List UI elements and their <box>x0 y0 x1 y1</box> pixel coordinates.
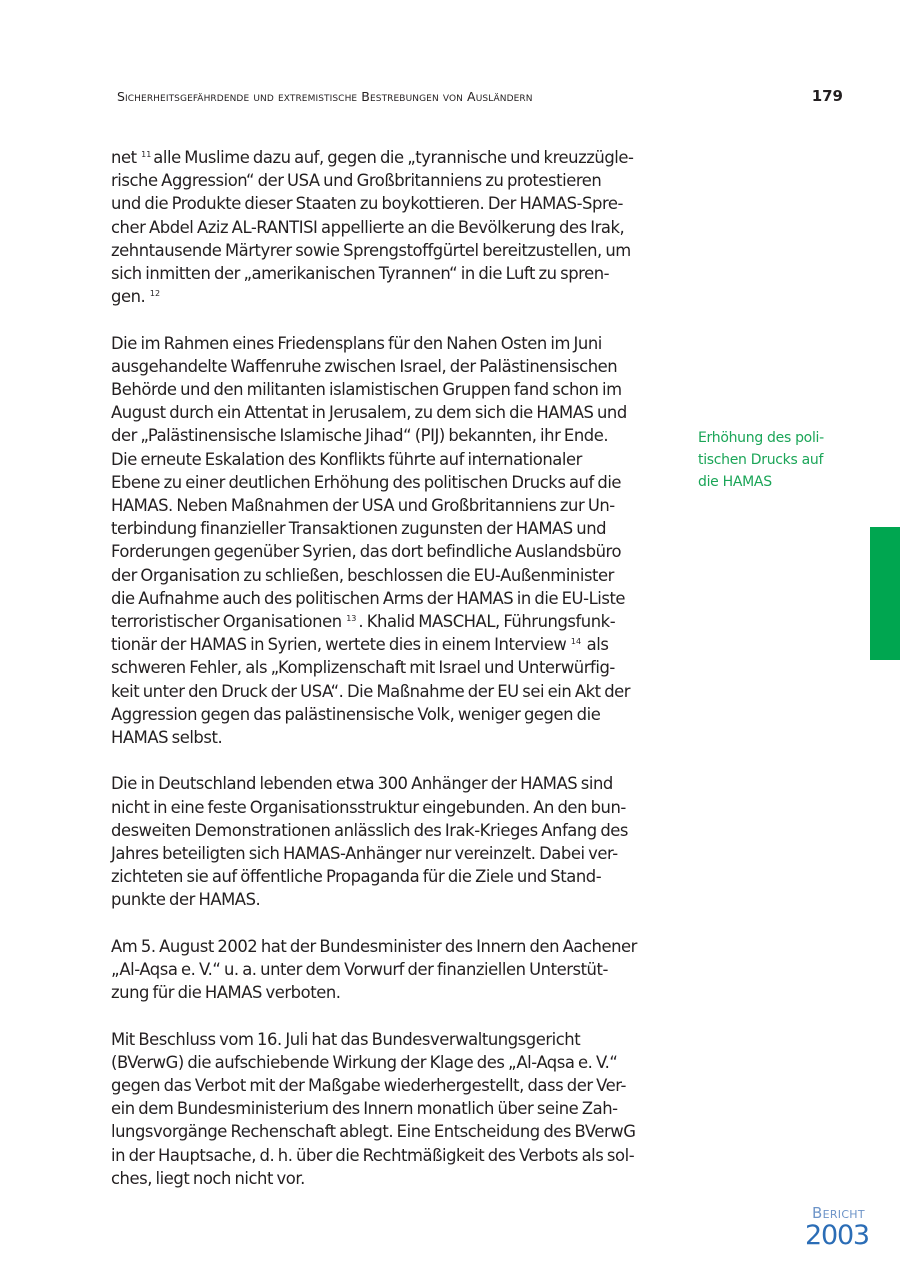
text-line: ches, liegt noch nicht vor. <box>111 1168 305 1188</box>
text-line: schweren Fehler, als „Komplizenschaft mit Israel und Unterwürfig- <box>111 658 615 678</box>
text-line: Die erneute Eskalation des Konflikts führte auf internationaler <box>111 449 582 469</box>
text-line: gen. <box>111 287 149 307</box>
text-line: net <box>111 148 141 167</box>
margin-note <box>698 427 848 493</box>
text-line: Forderungen gegenüber Syrien, das dort befindliche Auslandsbüro <box>111 542 622 562</box>
logo-year: 2003 <box>805 1220 869 1251</box>
text-line: rische Aggression“ der USA und Großbritanniens zu protestieren <box>111 171 602 191</box>
logo-word: Bericht <box>812 1204 865 1222</box>
text-line: Behörde und den militanten islamistischen Gruppen fand schon im <box>111 380 622 400</box>
text-line: cher Abdel Aziz AL-RANTISI appellierte an die Bevölkerung des Irak, <box>111 217 625 237</box>
bericht-2003-logo <box>805 1205 885 1250</box>
text-line: sich inmitten der „amerikanischen Tyrannen“ in die Luft zu spren- <box>111 264 610 284</box>
text-line: terroristischer Organisationen <box>111 612 346 632</box>
text-line: als <box>583 635 609 655</box>
text-line: HAMAS selbst. <box>111 728 223 748</box>
text-line: ein dem Bundesministerium des Innern monatlich über seine Zah- <box>111 1099 618 1119</box>
text-line: Die im Rahmen eines Friedensplans für den Nahen Osten im Juni <box>111 333 602 353</box>
chapter-tab-marker <box>870 527 900 660</box>
text-line: in der Hauptsache, d. h. über die Rechtmäßigkeit des Verbots als sol- <box>111 1145 635 1165</box>
running-header: Sicherheitsgefährdende und extremistische Bestrebungen von Ausländern <box>117 89 533 104</box>
text-line: zung für die HAMAS verboten. <box>111 983 341 1003</box>
text-line: zehntausende Märtyrer sowie Sprengstoffgürtel bereitzustellen, um <box>111 240 631 260</box>
text-line: keit unter den Druck der USA“. Die Maßnahme der EU sei ein Akt der <box>111 681 631 701</box>
text-line: tionär der HAMAS in Syrien, wertete dies in einem Interview <box>111 635 570 655</box>
paragraph-5 <box>111 1028 671 1190</box>
margin-note-line: die HAMAS <box>698 474 772 490</box>
text-line: Aggression gegen das palästinensische Volk, weniger gegen die <box>111 704 601 724</box>
body-text <box>111 146 671 1190</box>
text-line: terbindung finanzieller Transaktionen zugunsten der HAMAS und <box>111 519 607 539</box>
text-line: ausgehandelte Waffenruhe zwischen Israel, der Palästinensischen <box>111 356 618 376</box>
paragraph-2 <box>111 332 671 750</box>
text-line: HAMAS. Neben Maßnahmen der USA und Großbritanniens zur Un- <box>111 496 615 516</box>
text-line: zichteten sie auf öffentliche Propaganda für die Ziele und Stand- <box>111 867 602 887</box>
text-line: lungsvorgänge Rechenschaft ablegt. Eine Entscheidung des BVerwG <box>111 1122 636 1142</box>
text-line: . Khalid MASCHAL, Führungsfunk- <box>358 612 616 632</box>
page-number: 179 <box>811 87 843 105</box>
text-line: nicht in eine feste Organisationsstruktur eingebunden. An den bun- <box>111 797 626 817</box>
text-line: der „Palästinensische Islamische Jihad“ (PIJ) bekannten, ihr Ende. <box>111 426 609 446</box>
text-line: Ebene zu einer deutlichen Erhöhung des politischen Drucks auf die <box>111 472 622 492</box>
text-line: desweiten Demonstrationen anlässlich des Irak-Krieges Anfang des <box>111 820 628 840</box>
text-line: punkte der HAMAS. <box>111 890 261 910</box>
text-line: gegen das Verbot mit der Maßgabe wiederhergestellt, dass der Ver- <box>111 1076 627 1096</box>
text-line: Jahres beteiligten sich HAMAS-Anhänger nur vereinzelt. Dabei ver- <box>111 844 618 864</box>
paragraph-1 <box>111 146 671 308</box>
footnote-ref-13[interactable]: 13 <box>346 614 357 624</box>
text-line: „Al-Aqsa e. V.“ u. a. unter dem Vorwurf der finanziellen Unterstüt- <box>111 960 608 980</box>
text-line: die Aufnahme auch des politischen Arms der HAMAS in die EU-Liste <box>111 588 626 608</box>
footnote-ref-14[interactable]: 14 <box>570 637 582 647</box>
paragraph-3 <box>111 772 671 911</box>
text-line: Die in Deutschland lebenden etwa 300 Anhänger der HAMAS sind <box>111 774 613 794</box>
text-line: August durch ein Attentat in Jerusalem, zu dem sich die HAMAS und <box>111 403 627 423</box>
text-line: Am 5. August 2002 hat der Bundesminister des Innern den Aachener <box>111 936 637 956</box>
text-line: der Organisation zu schließen, beschlossen die EU-Außenminister <box>111 565 614 585</box>
text-line: (BVerwG) die aufschiebende Wirkung der Klage des „Al-Aqsa e. V.“ <box>111 1052 618 1072</box>
margin-note-line: tischen Drucks auf <box>698 452 824 468</box>
margin-note-line: Erhöhung des poli- <box>698 430 824 446</box>
footnote-ref-11[interactable]: 11 <box>141 150 152 159</box>
paragraph-4 <box>111 935 671 1005</box>
text-line: alle Muslime dazu auf, gegen die „tyrannische und kreuzzügle- <box>153 148 634 167</box>
footnote-ref-12[interactable]: 12 <box>149 289 161 299</box>
text-line: und die Produkte dieser Staaten zu boykottieren. Der HAMAS-Spre- <box>111 194 623 214</box>
text-line: Mit Beschluss vom 16. Juli hat das Bundesverwaltungsgericht <box>111 1029 581 1049</box>
